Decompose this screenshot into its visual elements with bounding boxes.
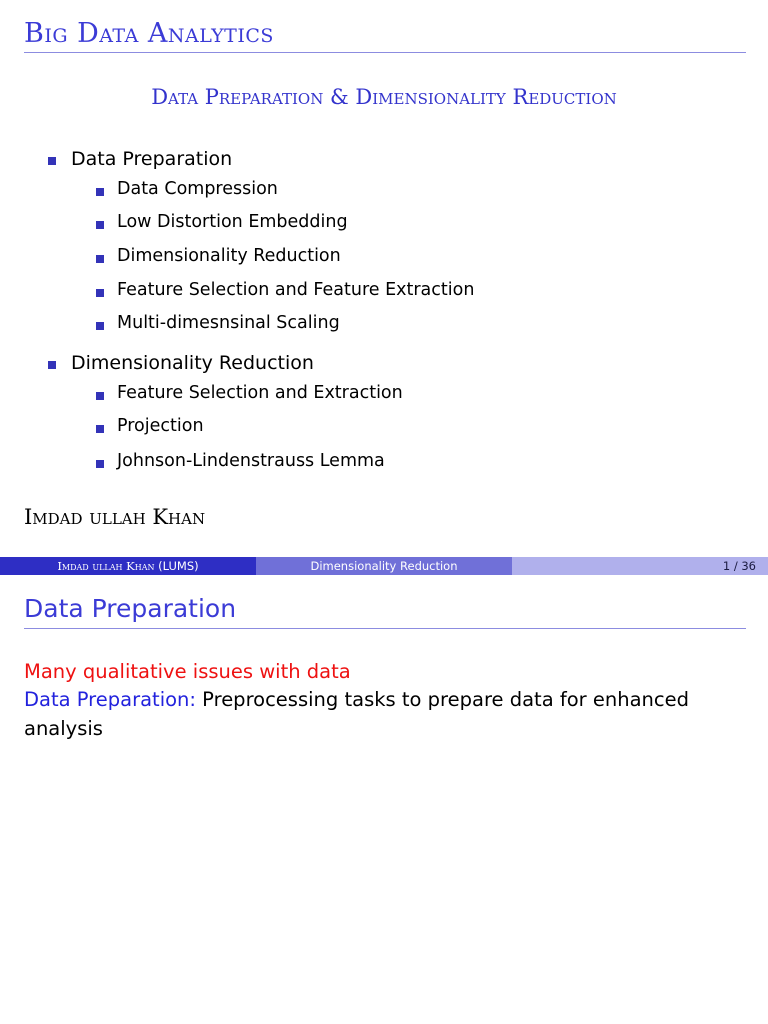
- alert-text: Many qualitative issues with data: [24, 660, 351, 683]
- bullet-icon: [96, 392, 104, 400]
- slide-2: [0, 576, 768, 1024]
- footer-affiliation: (LUMS): [158, 559, 199, 573]
- footer-page-number: [512, 557, 768, 575]
- outline-subitem-label: Multi-dimesnsinal Scaling: [117, 313, 340, 333]
- outline-subitem-label: Feature Selection and Feature Extraction: [117, 280, 475, 300]
- outline-subitem-label: Projection: [117, 416, 204, 436]
- definition-line: [24, 688, 689, 711]
- footer-author-name: Imdad ullah Khan: [57, 559, 155, 573]
- outline-subitem-label: Johnson-Lindenstrauss Lemma: [117, 451, 385, 471]
- outline-subitem-label: Low Distortion Embedding: [117, 212, 348, 232]
- bullet-icon: [48, 361, 56, 369]
- slide-header-title: Big Data Analytics: [24, 18, 274, 49]
- header-rule: [24, 628, 746, 629]
- bullet-icon: [96, 188, 104, 196]
- bullet-icon: [96, 255, 104, 263]
- definition-term: Data Preparation:: [24, 688, 196, 711]
- slide-title: Data Preparation: [24, 594, 237, 623]
- bullet-icon: [96, 425, 104, 433]
- definition-continuation: analysis: [24, 717, 103, 740]
- outline-subitem-label: Feature Selection and Extraction: [117, 383, 403, 403]
- footer-author: [0, 557, 256, 575]
- author-name: Imdad ullah Khan: [24, 505, 206, 529]
- header-rule: [24, 52, 746, 53]
- footer-title: Dimensionality Reduction: [256, 557, 512, 575]
- outline-subitem-label: Data Compression: [117, 179, 278, 199]
- outline-item-label: Dimensionality Reduction: [71, 352, 314, 374]
- definition-text: Preprocessing tasks to prepare data for enhanced: [195, 688, 689, 711]
- bullet-icon: [96, 221, 104, 229]
- bullet-icon: [96, 289, 104, 297]
- outline-subitem-label: Dimensionality Reduction: [117, 246, 341, 266]
- slide-footer: [0, 557, 768, 575]
- outline-item-label: Data Preparation: [71, 148, 233, 170]
- bullet-icon: [96, 460, 104, 468]
- page-number: 1 / 36: [722, 559, 756, 573]
- bullet-icon: [48, 157, 56, 165]
- bullet-icon: [96, 322, 104, 330]
- slide-subtitle: Data Preparation & Dimensionality Reduction: [151, 85, 617, 109]
